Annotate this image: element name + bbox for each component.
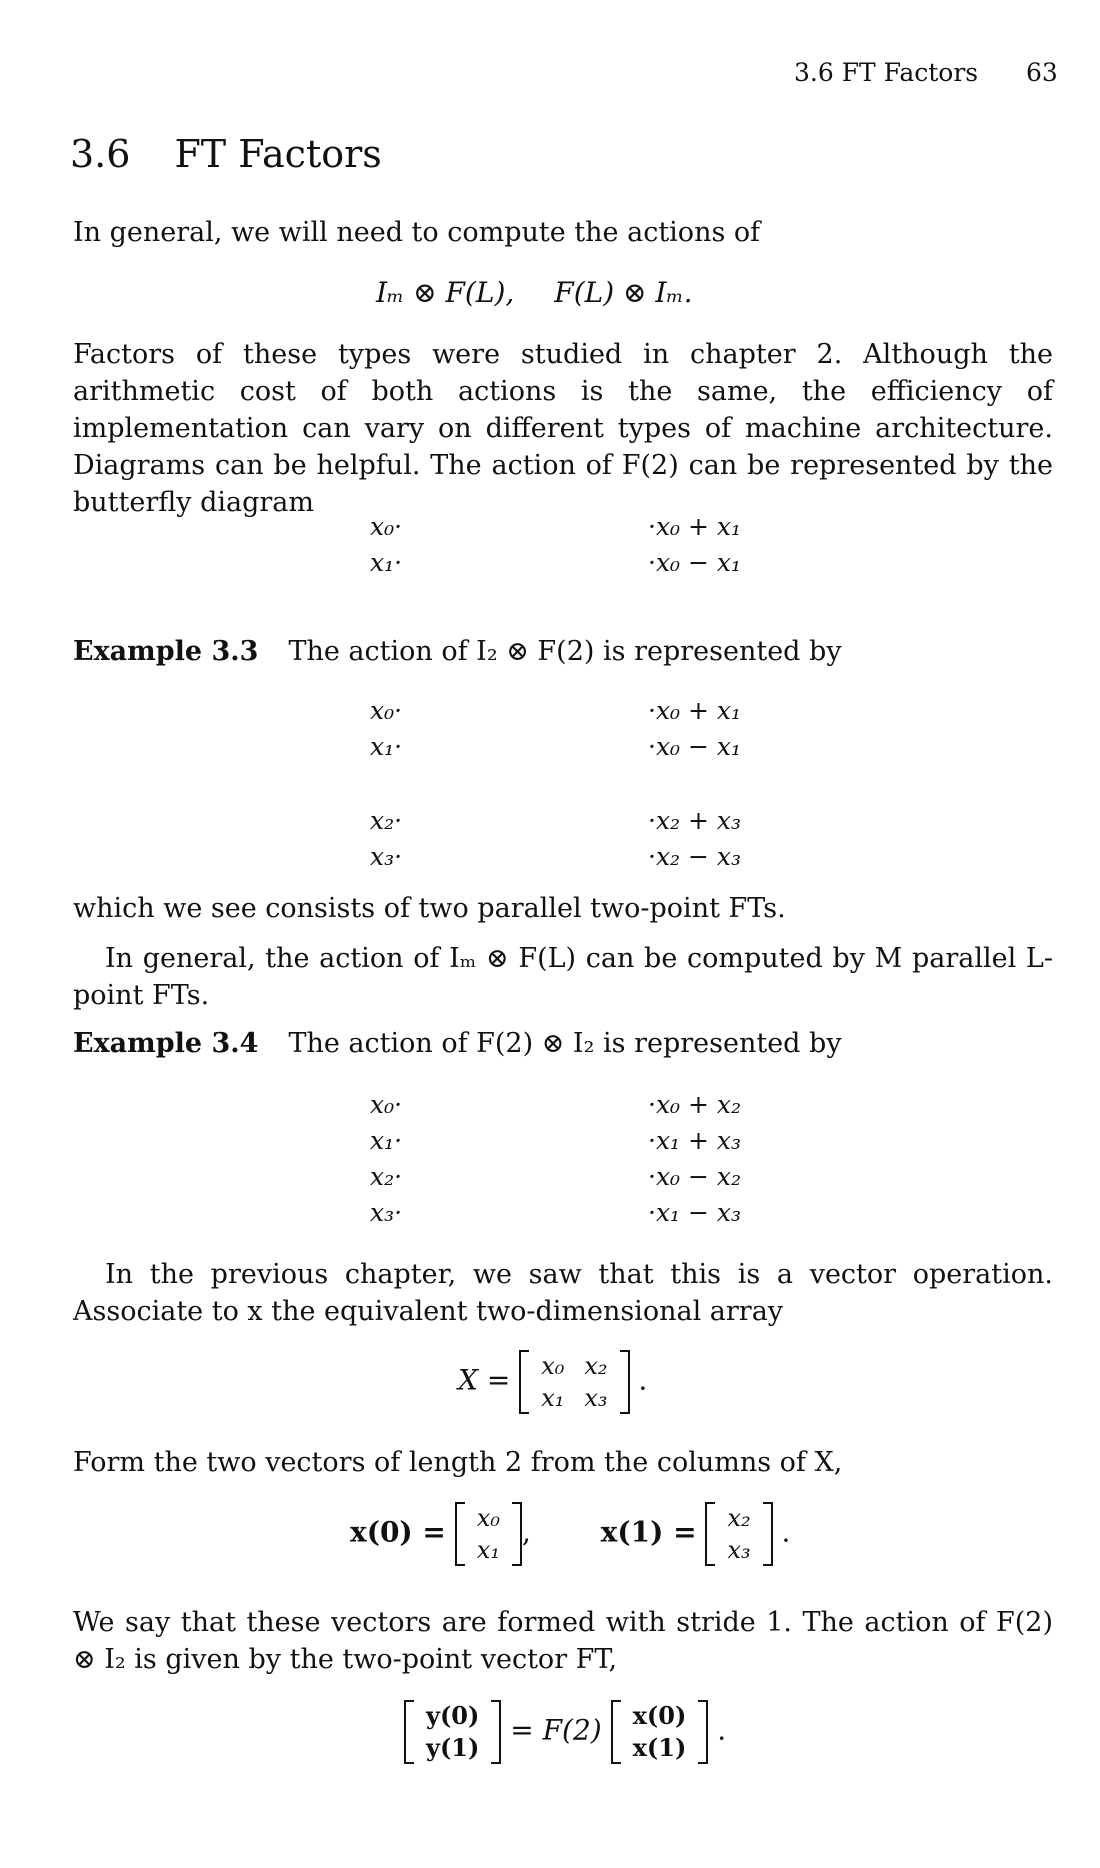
vector-y [404, 1700, 501, 1764]
matrix-cell: x₂ [584, 1352, 608, 1380]
equation-term-a: Iₘ ⊗ F(L), [376, 276, 515, 309]
paragraph-parallel: which we see consists of two parallel two-point FTs. [73, 893, 786, 924]
running-head-section: 3.6 FT Factors [794, 58, 979, 87]
vector-cell: y(1) [426, 1733, 480, 1762]
matrix-x [519, 1350, 629, 1414]
equation-comma: , [521, 1515, 531, 1549]
vector-x1 [705, 1502, 772, 1566]
paragraph-general-action: In general, the action of Iₘ ⊗ F(L) can be computed by M parallel L-point FTs. [73, 943, 1053, 1011]
example-text: The action of F(2) ⊗ I₂ is represented by [288, 1028, 842, 1059]
equation-kronecker-factors [376, 276, 693, 309]
page-number: 63 [1026, 58, 1058, 87]
diagram-input: x₃· [370, 842, 403, 871]
equation-column-vectors [350, 1502, 790, 1566]
diagram-input: x₀· [370, 1090, 403, 1119]
diagram-input: x₀· [370, 512, 403, 541]
diagram-output: ·x₂ − x₃ [648, 842, 742, 871]
equation-lhs: X = [458, 1363, 511, 1397]
diagram-input: x₂· [370, 806, 403, 835]
paragraph-vector-operation: In the previous chapter, we saw that this is a vector operation. Associate to x the equivalent two-dimensional array [73, 1259, 1053, 1327]
diagram-output: ·x₀ + x₁ [648, 696, 742, 725]
equation-array-x [458, 1350, 647, 1414]
matrix-cell: x₃ [584, 1384, 608, 1412]
diagram-output: ·x₀ − x₁ [648, 548, 742, 577]
diagram-output: ·x₁ + x₃ [648, 1126, 742, 1155]
equation-period: . [638, 1363, 648, 1397]
diagram-output: ·x₀ − x₂ [648, 1162, 742, 1191]
paragraph-stride: We say that these vectors are formed with stride 1. The action of F(2) ⊗ I₂ is given by the two-point vector FT, [73, 1607, 1053, 1675]
diagram-output: ·x₀ + x₁ [648, 512, 742, 541]
section-title: FT Factors [174, 132, 382, 176]
equation-operator: = F(2) [510, 1713, 602, 1747]
vector-cell: x₃ [727, 1536, 751, 1564]
vector-cell: x(0) [632, 1701, 687, 1730]
example-3-4 [73, 1028, 842, 1059]
equation-lhs-x1: x(1) = [600, 1515, 697, 1549]
diagram-output: ·x₀ + x₂ [648, 1090, 742, 1119]
diagram-input: x₂· [370, 1162, 403, 1191]
diagram-output: ·x₀ − x₁ [648, 732, 742, 761]
equation-period: . [717, 1713, 727, 1747]
vector-x0 [455, 1502, 522, 1566]
equation-lhs-x0: x(0) = [350, 1515, 446, 1549]
paragraph-form-vectors: Form the two vectors of length 2 from the columns of X, [73, 1447, 843, 1478]
diagram-input: x₁· [370, 1126, 403, 1155]
equation-term-b: F(L) ⊗ Iₘ. [554, 276, 693, 309]
vector-x [611, 1700, 709, 1764]
diagram-input: x₃· [370, 1198, 403, 1227]
example-label: Example 3.3 [73, 636, 259, 667]
example-3-3 [73, 636, 842, 667]
matrix-cell: x₁ [541, 1384, 565, 1412]
example-label: Example 3.4 [73, 1028, 259, 1059]
vector-cell: x(1) [632, 1733, 687, 1762]
vector-cell: x₂ [727, 1504, 751, 1532]
diagram-input: x₁· [370, 732, 403, 761]
diagram-input: x₁· [370, 548, 403, 577]
diagram-input: x₀· [370, 696, 403, 725]
matrix-cell: x₀ [541, 1352, 565, 1380]
diagram-output: ·x₁ − x₃ [648, 1198, 742, 1227]
equation-period: . [781, 1515, 791, 1549]
paragraph-factors: Factors of these types were studied in chapter 2. Although the arithmetic cost of both actions is the same, the efficiency of implementation can vary on different types of machine architecture. Diagrams can be helpful. The action of F(2) can be represented by the butterfly diagram [73, 339, 1053, 518]
section-number: 3.6 [70, 132, 131, 176]
paragraph-intro: In general, we will need to compute the actions of [73, 217, 761, 248]
vector-cell: x₀ [476, 1504, 500, 1532]
vector-cell: y(0) [426, 1701, 480, 1730]
equation-vector-ft [404, 1700, 726, 1764]
example-text: The action of I₂ ⊗ F(2) is represented by [288, 636, 842, 667]
diagram-output: ·x₂ + x₃ [648, 806, 742, 835]
vector-cell: x₁ [476, 1536, 500, 1564]
section-heading [70, 132, 382, 176]
